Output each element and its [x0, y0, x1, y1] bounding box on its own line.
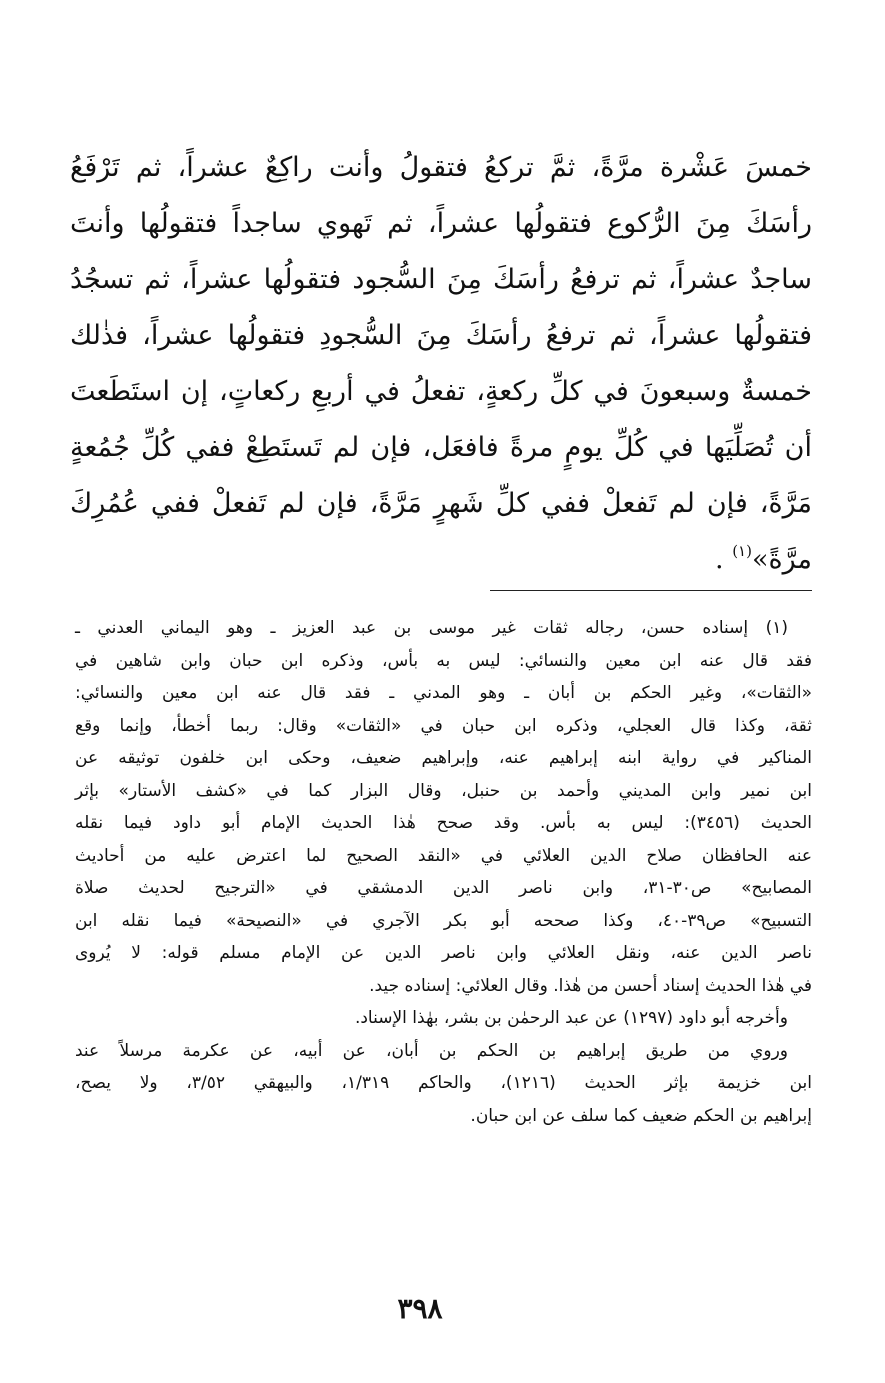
main-text-body	[70, 140, 812, 588]
footnote-line: (١) إسناده حسن، رجاله ثقات غير موسى بن عبد العزيز ـ وهو اليماني العدني ـ	[75, 618, 788, 638]
footnote-line: ابن نمير وابن المديني وأحمد بن حنبل، وقال البزار كما في «كشف الأستار» بإثر	[75, 780, 812, 801]
footnote-line: في هٰذا الحديث إسناد أحسن من هٰذا. وقال العلائي: إسناده جيد.	[369, 975, 812, 996]
footnote-line: التسبيح» ص٣٩-٤٠، وكذا صححه أبو بكر الآجري في «النصيحة» فيما نقله ابن	[75, 910, 812, 931]
main-text-line: أن تُصَلِّيَها في كُلِّ يومٍ مرةً فافعَل، فإن لم تَستَطِعْ ففي كُلِّ جُمُعةٍ	[70, 432, 812, 463]
main-text-line: مرَّةً»	[751, 544, 812, 575]
main-text-line: خمسَ عَشْرة مرَّةً، ثمَّ تركعُ فتقولُ وأنت راكِعٌ عشراً، ثم تَرْفَعُ	[70, 152, 812, 183]
main-text-line: ساجدٌ عشراً، ثم ترفعُ رأسَكَ مِنَ السُّجود فتقولُها عشراً، ثم تسجُدُ	[70, 264, 812, 295]
footnote-line: وروي من طريق إبراهيم بن الحكم بن أبان، عن أبيه، عن عكرمة مرسلاً عند	[75, 1040, 788, 1061]
footnote-line: المناكير في رواية ابنه إبراهيم عنه، وإبراهيم ضعيف، وحكى ابن خلفون توثيقه عن	[75, 748, 812, 768]
footnotes-section	[75, 612, 812, 1132]
footnote-line: الحديث (٣٤٥٦): ليس به بأس. وقد صحح هٰذا الحديث الإمام أبو داود فيما نقله	[75, 813, 812, 833]
footnote-separator	[490, 590, 812, 591]
end-mark: .	[715, 544, 724, 575]
footnote-line: عنه الحافظان صلاح الدين العلائي في «النقد الصحيح لما اعترض عليه من أحاديث	[75, 845, 812, 866]
main-text-line: خمسةٌ وسبعونَ في كلِّ ركعةٍ، تفعلُ في أربعِ ركعاتٍ، إن استَطَعتَ	[70, 376, 812, 407]
main-text-line: رأسَكَ مِنَ الرُّكوع فتقولُها عشراً، ثم تَهوي ساجداً فتقولُها وأنتَ	[70, 208, 812, 239]
footnote-line: وأخرجه أبو داود (١٢٩٧) عن عبد الرحمٰن بن بشر، بهٰذا الإسناد.	[354, 1008, 788, 1028]
main-text-line: فتقولُها عشراً، ثم ترفعُ رأسَكَ مِنَ السُّجودِ فتقولُها عشراً، فذٰلك	[70, 320, 812, 351]
footnote-line: فقد قال عنه ابن معين والنسائي: ليس به بأس، وذكره ابن حبان وابن شاهين في	[75, 650, 812, 671]
footnote-reference[interactable]: (١)	[732, 542, 752, 560]
footnote-line: إبراهيم بن الحكم ضعيف كما سلف عن ابن حبان.	[470, 1105, 812, 1126]
page-number: ٣٩٨	[397, 1292, 443, 1325]
footnote-line: المصابيح» ص٣٠-٣١، وابن ناصر الدين الدمشقي في «الترجيح لحديث صلاة	[75, 878, 812, 898]
footnote-line: ابن خزيمة بإثر الحديث (١٢١٦)، والحاكم ١/٣١٩، والبيهقي ٣/٥٢، ولا يصح،	[75, 1073, 812, 1093]
footnote-line: ناصر الدين عنه، ونقل العلائي وابن ناصر الدين عن الإمام مسلم قوله: لا يُروى	[75, 943, 812, 963]
footnote-line: «الثقات»، وغير الحكم بن أبان ـ وهو المدني ـ فقد قال عنه ابن معين والنسائي:	[75, 683, 812, 703]
main-text-last-line	[70, 532, 812, 588]
footnote-line: ثقة، وكذا قال العجلي، وذكره ابن حبان في «الثقات» وقال: ربما أخطأ، وإنما وقع	[75, 715, 812, 736]
main-text-line: مَرَّةً، فإن لم تَفعلْ ففي كلِّ شَهرٍ مَرَّةً، فإن لم تَفعلْ ففي عُمُرِكَ	[70, 488, 812, 519]
